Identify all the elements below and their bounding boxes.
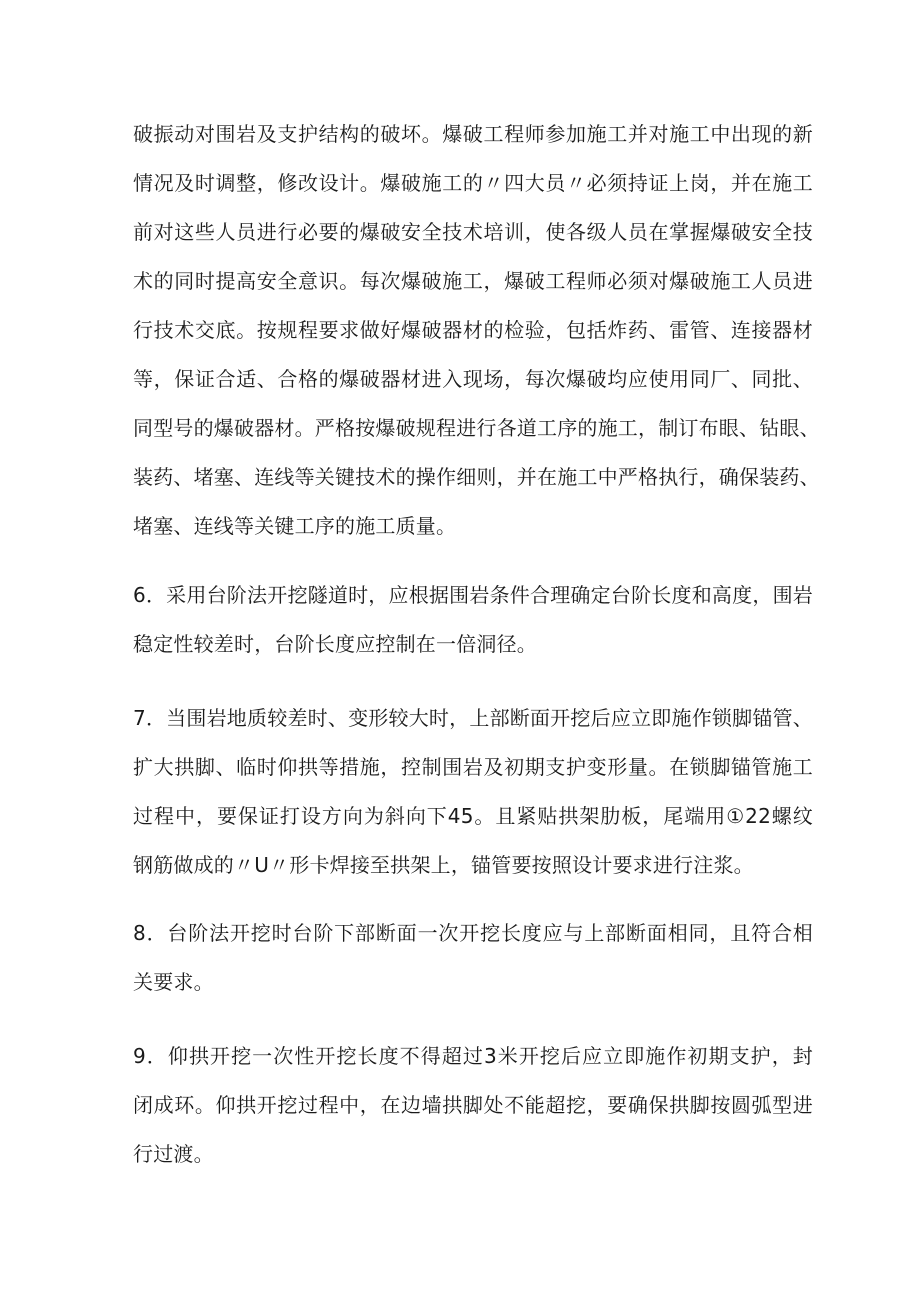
text-line: 破振动对围岩及支护结构的破坏。爆破工程师参加施工并对施工中出现的新 — [133, 122, 813, 146]
text-line: 闭成环。仰拱开挖过程中，在边墙拱脚处不能超挖，要确保拱脚按圆弧型进 — [133, 1093, 813, 1117]
text-line: 前对这些人员进行必要的爆破安全技术培训，使各级人员在掌握爆破安全技 — [133, 220, 813, 244]
paragraph-item-8 — [133, 909, 813, 1007]
text-line: 术的同时提高安全意识。每次爆破施工，爆破工程师必须对爆破施工人员进 — [133, 269, 813, 293]
text-line: 6．采用台阶法开挖隧道时，应根据围岩条件合理确定台阶长度和高度，围岩 — [133, 583, 813, 607]
text-line: 情况及时调整，修改设计。爆破施工的〃四大员〃必须持证上岗，并在施工 — [133, 171, 813, 195]
text-line: 9．仰拱开挖一次性开挖长度不得超过3米开挖后应立即施作初期支护，封 — [133, 1044, 813, 1068]
paragraph-item-9 — [133, 1032, 813, 1179]
paragraph-item-6 — [133, 571, 813, 669]
text-line: 7．当围岩地质较差时、变形较大时，上部断面开挖后应立即施作锁脚锚管、 — [133, 706, 813, 730]
text-line: 关要求。 — [133, 970, 214, 994]
text-line: 装药、堵塞、连线等关键技术的操作细则，并在施工中严格执行，确保装药、 — [133, 465, 820, 489]
text-line: 等，保证合适、合格的爆破器材进入现场，每次爆破均应使用同厂、同批、 — [133, 367, 813, 391]
text-line: 过程中，要保证打设方向为斜向下45。且紧贴拱架肋板，尾端用①22螺纹 — [133, 804, 813, 828]
text-line: 行过渡。 — [133, 1142, 214, 1166]
text-line: 稳定性较差时，台阶长度应控制在一倍洞径。 — [133, 632, 537, 656]
text-line: 堵塞、连线等关键工序的施工质量。 — [133, 514, 457, 538]
text-line: 扩大拱脚、临时仰拱等措施，控制围岩及初期支护变形量。在锁脚锚管施工 — [133, 755, 813, 779]
text-line: 行技术交底。按规程要求做好爆破器材的检验，包括炸药、雷管、连接器材 — [133, 318, 813, 342]
text-line: 钢筋做成的〃U〃形卡焊接至拱架上，锚管要按照设计要求进行注浆。 — [133, 853, 754, 877]
text-line: 8．台阶法开挖时台阶下部断面一次开挖长度应与上部断面相同，且符合相 — [133, 921, 813, 945]
paragraph-item-7 — [133, 694, 813, 890]
paragraph-blasting-safety — [133, 110, 820, 551]
text-line: 同型号的爆破器材。严格按爆破规程进行各道工序的施工，制订布眼、钻眼、 — [133, 416, 820, 440]
